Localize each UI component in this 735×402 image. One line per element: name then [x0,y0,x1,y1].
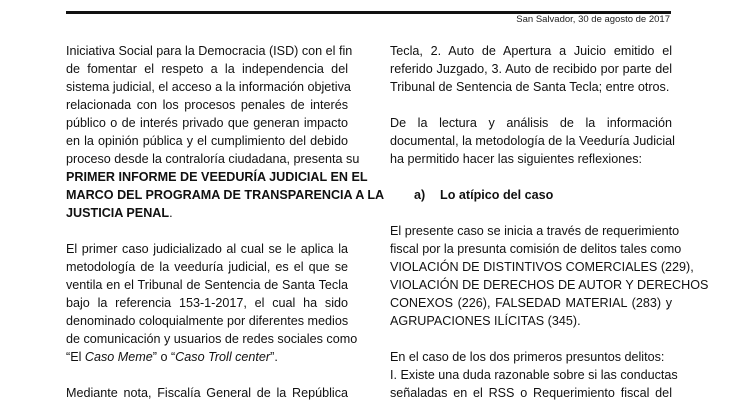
text-line: fiscal por la presunta comisión de delitos tales como [390,242,682,256]
text-line: “El Caso Meme” o “Caso Troll center”. [66,350,278,364]
text-line: de comunicación y usuarios de redes sociales como [66,332,358,346]
text-line: referido Juzgado, 3. Auto de recibido por parte del [390,62,672,76]
text-line: VIOLACIÓN DE DERECHOS DE AUTOR Y DERECHOS [390,278,709,292]
text-line: Mediante nota, Fiscalía General de la República [66,386,348,400]
text-line: El primer caso judicializado al cual se le aplica la [66,242,348,256]
text-line: El presente caso se inicia a través de requerimiento [390,224,680,238]
text-line: VIOLACIÓN DE DISTINTIVOS COMERCIALES (229), [390,260,694,274]
text-line: bajo la referencia 153-1-2017, el cual ha sido [66,296,348,310]
text-line: Tecla, 2. Auto de Apertura a Juicio emitido el [390,44,672,58]
text-line: en la opinión pública y el cumplimiento del debido [66,134,348,148]
text-line: metodología de la veeduría judicial, es el que se [66,260,348,274]
text-line: público o de interés privado que generan impacto [66,116,348,130]
text-line: documental, la metodología de la Veeduría Judicial [390,134,675,148]
text-line: de fomentar el respeto a la independencia del [66,62,348,76]
text-line: ha permitido hacer las siguientes reflexiones: [390,152,643,166]
text-line: ventila en el Tribunal de Sentencia de Santa Tecla [66,278,348,292]
text-line: I. Existe una duda razonable sobre si las conductas [390,368,678,382]
text-line: señaladas en el RSS o Requerimiento fiscal del [390,386,672,400]
text-line: Iniciativa Social para la Democracia (ISD) con el fin [66,44,353,58]
bold-text-line: MARCO DEL PROGRAMA DE TRANSPARENCIA A LA [66,188,385,202]
text-line: Tribunal de Sentencia de Santa Tecla; entre otros. [390,80,670,94]
date-line: San Salvador, 30 de agosto de 2017 [516,14,670,25]
left-column [66,42,385,402]
text-line: AGRUPACIONES ILÍCITAS (345). [390,314,581,328]
text-line: relacionada con los procesos penales de interés [66,98,348,112]
right-column [390,42,709,402]
bold-text-line: PRIMER INFORME DE VEEDURÍA JUDICIAL EN EL [66,170,368,184]
text-line: De la lectura y análisis de la información [390,116,672,130]
bold-text-line: JUSTICIA PENAL. [66,206,173,220]
text-line: proceso desde la contraloría ciudadana, presenta su [66,152,360,166]
text-line: sistema judicial, el acceso a la información objetiva [66,80,351,94]
text-line: CONEXOS (226), FALSEDAD MATERIAL (283) y [390,296,672,310]
text-line: denominado coloquialmente por diferentes medios [66,314,349,328]
section-heading: a) Lo atípico del caso [414,188,554,202]
text-line: En el caso de los dos primeros presuntos delitos: [390,350,665,364]
